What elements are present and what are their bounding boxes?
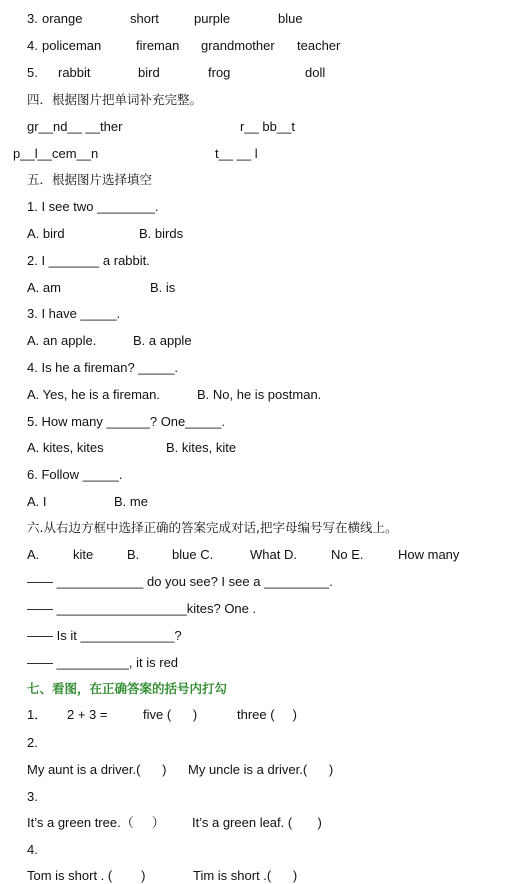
- dialog-line-3: —— Is it _____________?: [27, 628, 182, 643]
- option-b: B. a apple: [133, 333, 192, 348]
- option-b: B. No, he is postman.: [197, 387, 322, 402]
- dialog-line-1: —— ____________ do you see? I see a _________.: [27, 574, 333, 589]
- dialog-line-2: —— __________________kites? One .: [27, 601, 257, 616]
- section-5-title: 五．根据图片选择填空: [27, 172, 153, 187]
- option-b: B. kites, kite: [166, 440, 237, 455]
- row-number: 4.: [27, 38, 38, 53]
- fill-word-rabbit: r__ bb__t: [240, 119, 295, 134]
- word: doll: [305, 65, 326, 80]
- item-number: 1．: [27, 707, 48, 722]
- option-label: B.: [127, 547, 140, 562]
- question-1: 1. I see two ________.: [27, 199, 159, 214]
- word: purple: [194, 11, 231, 26]
- word: grandmother: [201, 38, 275, 53]
- option-b: B. is: [150, 280, 176, 295]
- option-a: A. bird: [27, 226, 65, 241]
- option-word: What D.: [250, 547, 297, 562]
- item-number: 2.: [27, 735, 38, 750]
- option-label: A.: [27, 547, 40, 562]
- section-4-title: 四．根据图片把单词补充完整。: [27, 92, 203, 107]
- question-4: 4. Is he a fireman? _____.: [27, 360, 179, 375]
- word: frog: [208, 65, 231, 80]
- question-3: 3. I have _____.: [27, 306, 121, 321]
- word: teacher: [297, 38, 341, 53]
- word: rabbit: [58, 65, 91, 80]
- fill-word-grandmother: gr__nd__ __ther: [27, 119, 123, 134]
- question-6: 6. Follow _____.: [27, 467, 123, 482]
- section-7-title: 七、看图，在正确答案的括号内打勾: [27, 681, 228, 696]
- answer-choice: My aunt is a driver.( ): [27, 762, 167, 777]
- dialog-line-4: —— __________, it is red: [27, 655, 179, 670]
- word: policeman: [42, 38, 102, 53]
- word: fireman: [136, 38, 180, 53]
- option-word: How many: [398, 547, 460, 562]
- answer-choice: It’s a green leaf. ( ): [192, 815, 322, 830]
- question-2: 2. I _______ a rabbit.: [27, 253, 150, 268]
- fill-word-policeman: p__l__cem__n: [13, 146, 99, 161]
- word: short: [130, 11, 159, 26]
- option-word: No E.: [331, 547, 364, 562]
- answer-choice: My uncle is a driver.( ): [188, 762, 334, 777]
- answer-choice: Tom is short . ( ): [27, 868, 146, 883]
- item-number: 4.: [27, 842, 38, 857]
- item-number: 3.: [27, 789, 38, 804]
- option-word: blue C.: [172, 547, 214, 562]
- option-a: A. an apple.: [27, 333, 97, 348]
- option-b: B. birds: [139, 226, 184, 241]
- word: blue: [278, 11, 303, 26]
- answer-choice: five ( ): [143, 707, 198, 722]
- question-5: 5. How many ______? One_____.: [27, 414, 226, 429]
- option-a: A. kites, kites: [27, 440, 104, 455]
- math-expression: 2 + 3 =: [67, 707, 108, 722]
- fill-word-tall: t__ __ l: [215, 146, 258, 161]
- word: orange: [42, 11, 83, 26]
- word: bird: [138, 65, 160, 80]
- answer-choice: Tim is short .( ): [193, 868, 298, 883]
- option-word: kite: [73, 547, 94, 562]
- option-b: B. me: [114, 494, 148, 509]
- row-number: 5.: [27, 65, 38, 80]
- row-number: 3.: [27, 11, 38, 26]
- option-a: A. Yes, he is a fireman.: [27, 387, 160, 402]
- option-a: A. I: [27, 494, 47, 509]
- answer-choice: It’s a green tree.（ ）: [27, 815, 165, 830]
- section-6-title: 六.从右边方框中选择正确的答案完成对话,把字母编号写在横线上。: [27, 520, 398, 535]
- answer-choice: three ( ): [237, 707, 297, 722]
- option-a: A. am: [27, 280, 61, 295]
